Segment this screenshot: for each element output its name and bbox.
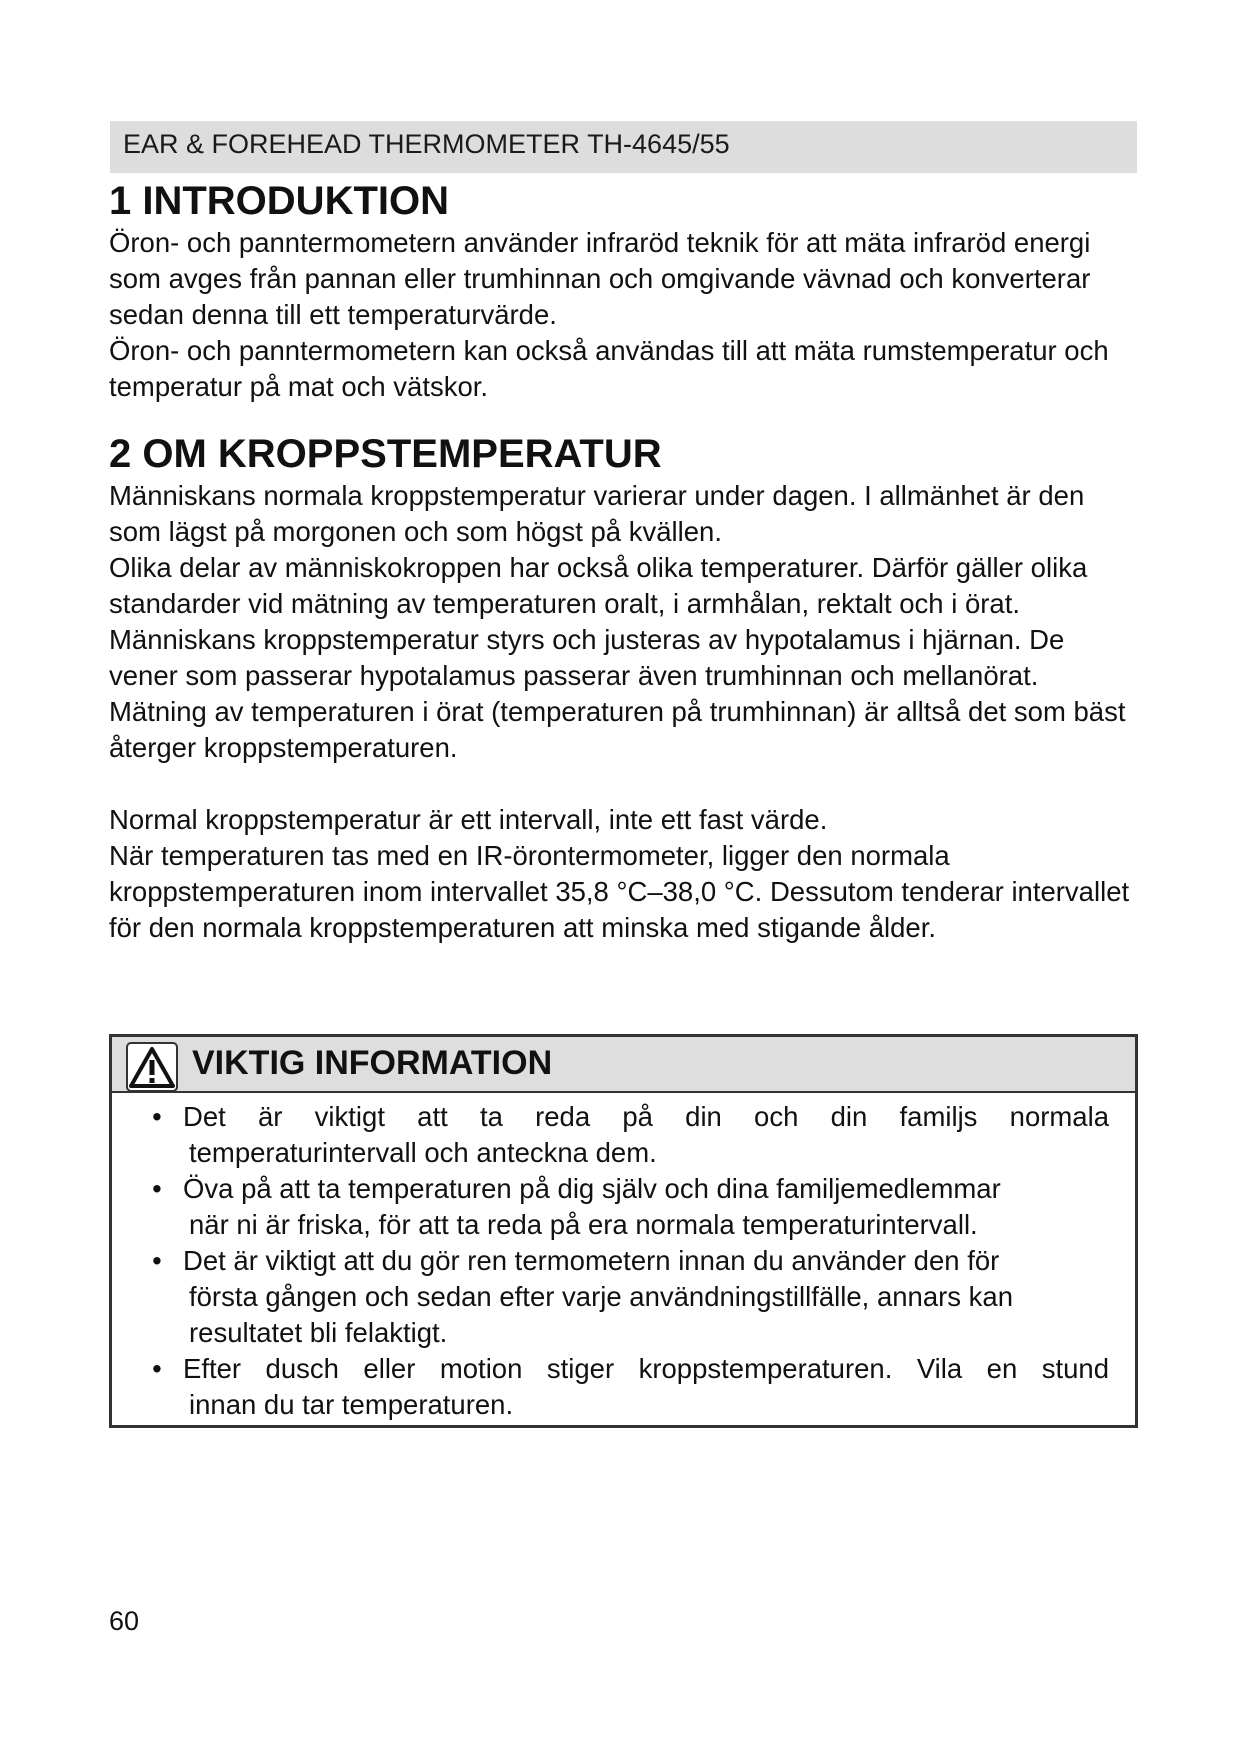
list-item-continuation: temperaturintervall och anteckna dem. [189, 1137, 657, 1168]
important-info-box [109, 1034, 1138, 1428]
warning-icon [126, 1042, 178, 1092]
document-header-title: EAR & FOREHEAD THERMOMETER TH-4645/55 [123, 129, 730, 159]
important-info-title: VIKTIG INFORMATION [192, 1044, 553, 1082]
list-item [147, 1099, 1109, 1171]
paragraph: När temperaturen tas med en IR-örontermometer, ligger den normala kroppstemperaturen inom intervallet 35,8 °C–38,0 °C. Dessutom tenderar intervallet för den normala kroppstemperaturen att minska med stigande ålder. [109, 840, 1130, 943]
section-introduction [109, 177, 1139, 405]
bullet: • [152, 1173, 162, 1204]
list-item-first-line: Det är viktigt att ta reda på din och din familjs normala [183, 1101, 1109, 1132]
bullet: • [152, 1353, 162, 1384]
document-header [110, 121, 1137, 173]
important-info-list [112, 1093, 1135, 1423]
section-heading: 1 INTRODUKTION [109, 179, 449, 223]
paragraph: Normal kroppstemperatur är ett intervall, inte ett fast värde. [109, 804, 828, 835]
section-heading: 2 OM KROPPSTEMPERATUR [109, 432, 662, 476]
list-item-continuation: när ni är friska, för att ta reda på era normala temperaturintervall. [189, 1209, 978, 1240]
paragraph-spacer [109, 766, 1139, 802]
list-item-first-line: Öva på att ta temperaturen på dig själv och dina familjemedlemmar [183, 1173, 1001, 1204]
page-number: 60 [109, 1606, 140, 1636]
list-item-first-line: Efter dusch eller motion stiger kroppstemperaturen. Vila en stund [183, 1353, 1109, 1384]
paragraph: Öron- och panntermometern kan också användas till att mäta rumstemperatur och temperatur på mat och vätskor. [109, 335, 1109, 402]
bullet: • [152, 1245, 162, 1276]
paragraph: Olika delar av människokroppen har också olika temperaturer. Därför gäller olika standarder vid mätning av temperaturen oralt, i armhålan, rektalt och i örat. Människans kroppstemperatur styrs och justeras av hypotalamus i hjärnan. De vener som passerar hypotalamus passerar även trumhinnan och mellanörat. Mätning av temperaturen i örat (temperaturen på trumhinnan) är alltså det som bäst återger kroppstemperaturen. [109, 552, 1126, 763]
list-item [147, 1171, 1109, 1243]
important-info-header [112, 1037, 1135, 1093]
bullet: • [152, 1101, 162, 1132]
list-item [147, 1351, 1109, 1423]
list-item [147, 1243, 1109, 1351]
paragraph: Människans normala kroppstemperatur varierar under dagen. I allmänhet är den som lägst på morgonen och som högst på kvällen. [109, 480, 1085, 547]
list-item-continuation: innan du tar temperaturen. [189, 1389, 514, 1420]
list-item-continuation: första gången och sedan efter varje användningstillfälle, annars kan resultatet bli felaktigt. [189, 1281, 1014, 1348]
section-body-temperature [109, 430, 1139, 946]
paragraph: Öron- och panntermometern använder infraröd teknik för att mäta infraröd energi som avges från pannan eller trumhinnan och omgivande vävnad och konverterar sedan denna till ett temperaturvärde. [109, 227, 1091, 330]
list-item-first-line: Det är viktigt att du gör ren termometern innan du använder den för [183, 1245, 1000, 1276]
